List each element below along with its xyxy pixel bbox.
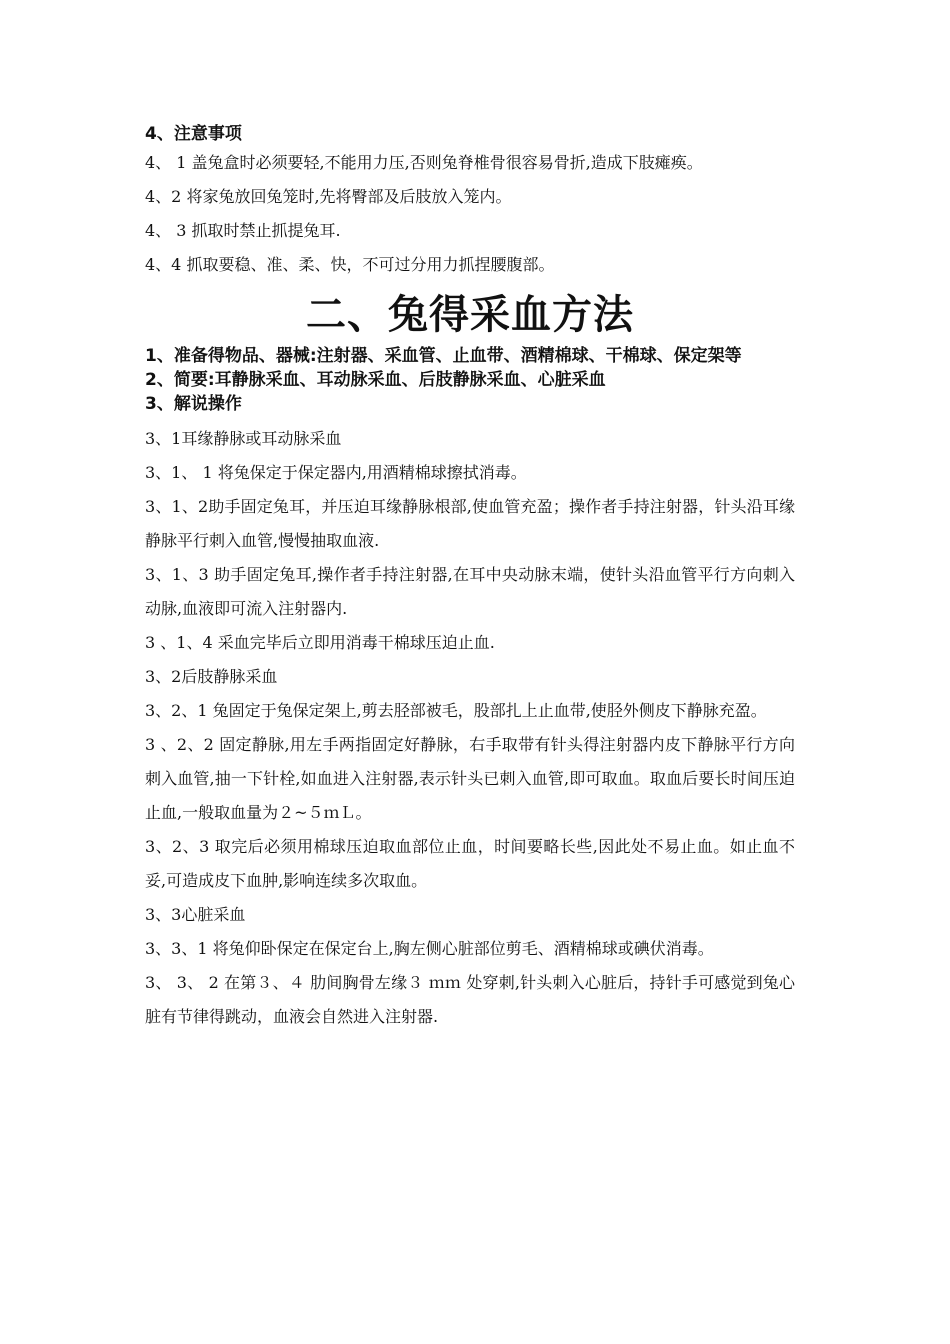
- precaution-item: 4、4 抓取要稳、准、柔、快，不可过分用力抓捏腰腹部。: [145, 255, 555, 274]
- step-subheading-hindlimb-vein: 3、2后肢静脉采血: [145, 667, 278, 686]
- step-item: 3 、1、4 采血完毕后立即用消毒干棉球压迫止血.: [145, 633, 495, 652]
- step-item: 3 、2、2 固定静脉,用左手两指固定好静脉，右手取带有针头得注射器内皮下静脉平行方向刺入血管,抽一下针栓,如血进入注射器,表示针头已刺入血管,即可取血。取血后要长时间压迫止血,一般取血量为２~５ｍＬ。: [145, 735, 795, 822]
- precaution-item: 4、 3 抓取时禁止抓提兔耳.: [145, 221, 341, 240]
- step-item: 3、2、1 兔固定于兔保定架上,剪去胫部被毛，股部扎上止血带,使胫外侧皮下静脉充盈。: [145, 701, 767, 720]
- document-body: [145, 122, 795, 1034]
- step-item: 3、1、 1 将兔保定于保定器内,用酒精棉球擦拭消毒。: [145, 463, 527, 482]
- step-subheading-ear-vein: 3、1耳缘静脉或耳动脉采血: [145, 429, 342, 448]
- section-heading-procedure: 3、解说操作: [145, 394, 242, 414]
- precaution-item: 4、 1 盖兔盒时必须要轻,不能用力压,否则兔脊椎骨很容易骨折,造成下肢瘫痪。: [145, 153, 703, 172]
- step-subheading-cardiac: 3、3心脏采血: [145, 905, 246, 924]
- step-item: 3、 3、 2 在第３、４ 肋间胸骨左缘３ ｍｍ 处穿刺,针头刺入心脏后，持针手可感觉到兔心脏有节律得跳动，血液会自然进入注射器.: [145, 973, 795, 1026]
- step-item: 3、1、3 助手固定兔耳,操作者手持注射器,在耳中央动脉末端，使针头沿血管平行方向刺入动脉,血液即可流入注射器内.: [145, 565, 795, 618]
- step-item: 3、2、3 取完后必须用棉球压迫取血部位止血，时间要略长些,因此处不易止血。如止血不妥,可造成皮下血肿,影响连续多次取血。: [145, 837, 795, 890]
- precaution-item: 4、2 将家兔放回兔笼时,先将臀部及后肢放入笼内。: [145, 187, 512, 206]
- section-heading-summary: 2、简要:耳静脉采血、耳动脉采血、后肢静脉采血、心脏采血: [145, 370, 606, 390]
- section-heading-equipment: 1、准备得物品、器械:注射器、采血管、止血带、酒精棉球、干棉球、保定架等: [145, 346, 742, 366]
- page-title: 二、兔得采血方法: [306, 292, 634, 338]
- step-item: 3、3、1 将兔仰卧保定在保定台上,胸左侧心脏部位剪毛、酒精棉球或碘伏消毒。: [145, 939, 714, 958]
- section-heading-precautions: 4、注意事项: [145, 124, 242, 144]
- step-item: 3、1、2助手固定兔耳，并压迫耳缘静脉根部,使血管充盈；操作者手持注射器，针头沿耳缘静脉平行刺入血管,慢慢抽取血液.: [145, 497, 795, 550]
